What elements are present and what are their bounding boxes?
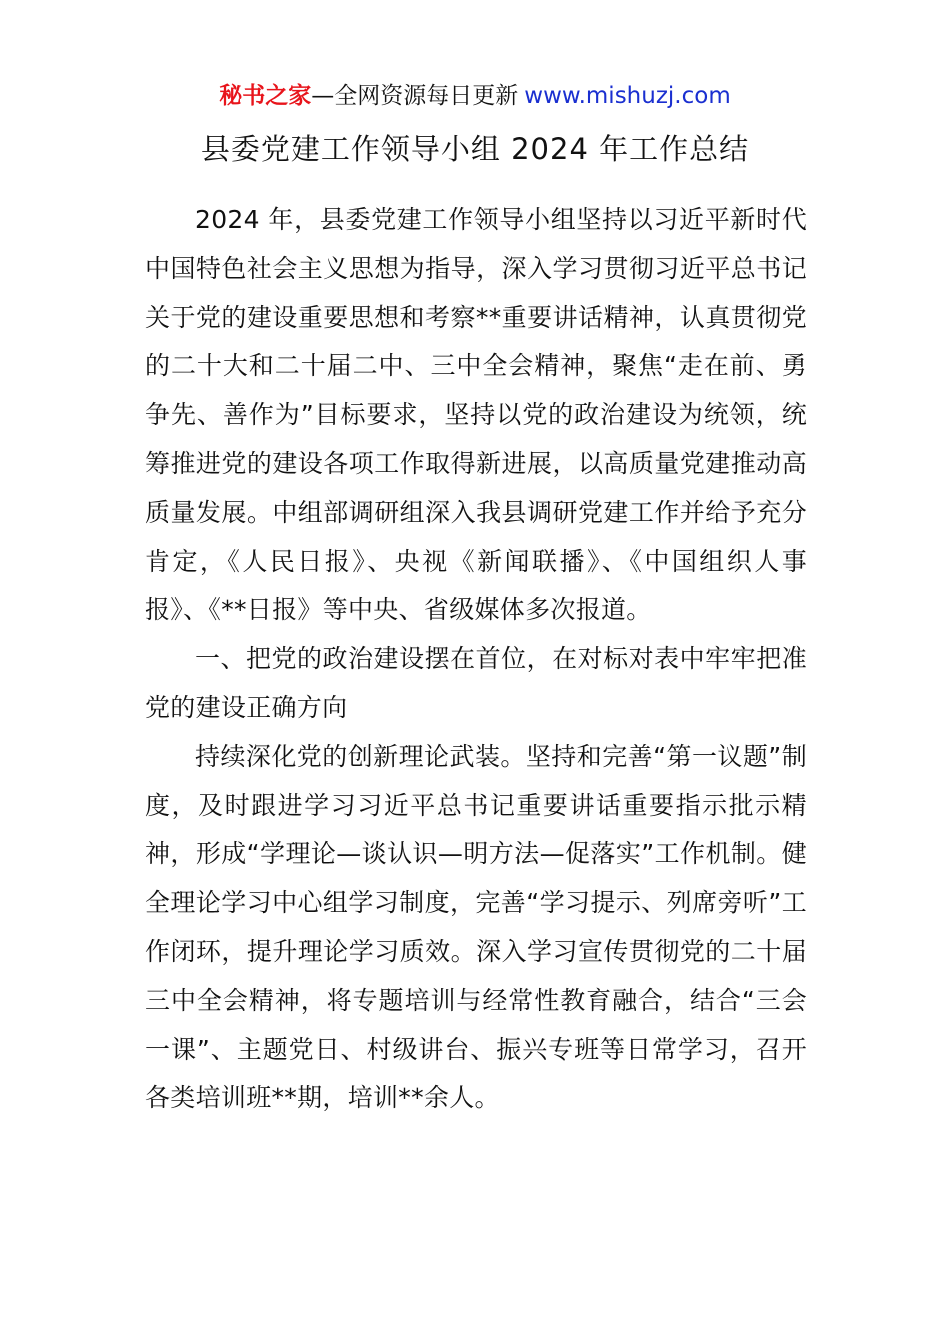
brand-name: 秘书之家 — [219, 83, 312, 109]
paragraph-intro: 2024 年，县委党建工作领导小组坚持以习近平新时代中国特色社会主义思想为指导，深入学习贯彻习近平总书记关于党的建设重要思想和考察**重要讲话精神，认真贯彻党的二十大和二十届二中、三中全会精神，聚焦“走在前、勇争先、善作为”目标要求，坚持以党的政治建设为统领，统筹推进党的建设各项工作取得新进展，以高质量党建推动高质量发展。中组部调研组深入我县调研党建工作并给予充分肯定，《人民日报》、央视《新闻联播》、《中国组织人事报》、《**日报》等中央、省级媒体多次报道。 — [145, 205, 807, 625]
paragraph-theory: 持续深化党的创新理论武装。坚持和完善“第一议题”制度，及时跟进学习习近平总书记重要讲话重要指示批示精神，形成“学理论—谈认识—明方法—促落实”工作机制。健全理论学习中心组学习制度，完善“学习提示、列席旁听”工作闭环，提升理论学习质效。深入学习宣传贯彻党的二十届三中全会精神，将专题培训与经常性教育融合，结合“三会一课”、主题党日、村级讲台、振兴专班等日常学习，召开各类培训班**期，培训**余人。 — [145, 741, 807, 1113]
document-title: 县委党建工作领导小组 2024 年工作总结 — [200, 132, 750, 166]
document-body — [145, 196, 807, 1123]
site-url-link[interactable]: www.mishuzj.com — [524, 83, 731, 109]
section-heading-1: 一、把党的政治建设摆在首位，在对标对表中牢牢把准党的建设正确方向 — [145, 644, 807, 722]
header-tagline: —全网资源每日更新 — [311, 83, 519, 109]
site-header — [0, 78, 950, 114]
